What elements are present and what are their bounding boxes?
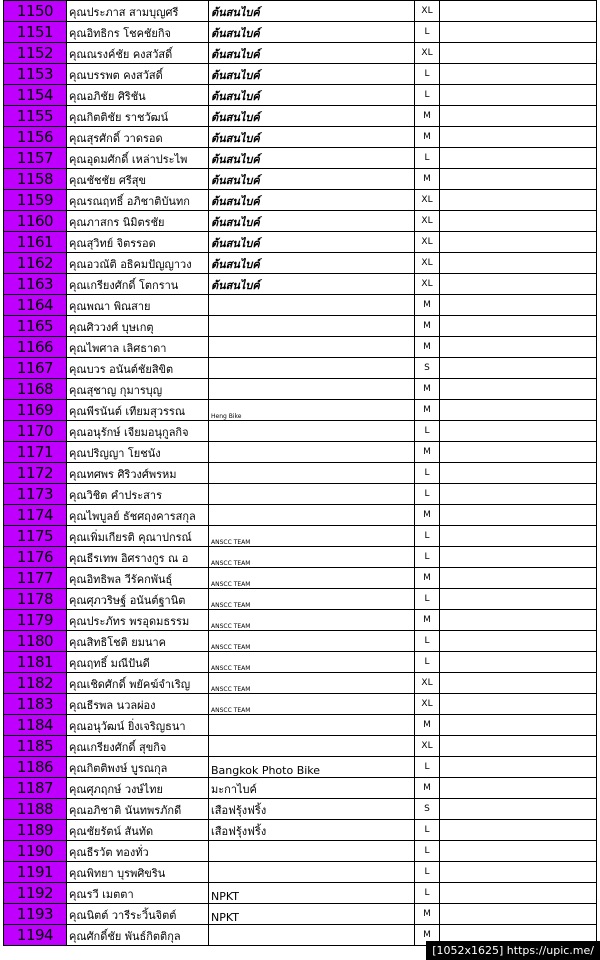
shirt-size-cell: L (415, 820, 440, 841)
shirt-size-cell: L (415, 526, 440, 547)
rider-name-cell: คุณทศพร ศิริวงศ์พรหม (67, 463, 209, 484)
rider-name-cell: คุณศักดิ์ชัย พันธ์กิตติกุล (67, 925, 209, 946)
team-cell: เสือฟรุ้งฟริ้ง (209, 799, 415, 820)
shirt-size-cell: XL (415, 253, 440, 274)
team-cell (209, 715, 415, 736)
rider-name-cell: คุณพีรนันต์ เทียมสุวรรณ (67, 400, 209, 421)
rider-name-cell: คุณภาสกร นิมิตรชัย (67, 211, 209, 232)
rider-number-cell: 1160 (4, 211, 67, 232)
rider-number-cell: 1193 (4, 904, 67, 925)
table-row (4, 820, 597, 841)
shirt-size-cell: M (415, 505, 440, 526)
rider-number-cell: 1155 (4, 106, 67, 127)
table-row (4, 631, 597, 652)
rider-number-cell: 1168 (4, 379, 67, 400)
table-row (4, 610, 597, 631)
team-cell: ANSCC TEAM (209, 547, 415, 568)
shirt-size-cell: L (415, 757, 440, 778)
rider-number-cell: 1175 (4, 526, 67, 547)
rider-number-cell: 1190 (4, 841, 67, 862)
empty-cell (440, 316, 597, 337)
shirt-size-cell: L (415, 22, 440, 43)
rider-name-cell: คุณศุภวริษฐ์ อนันต์ฐานิต (67, 589, 209, 610)
empty-cell (440, 22, 597, 43)
table-row (4, 148, 597, 169)
empty-cell (440, 253, 597, 274)
rider-name-cell: คุณเชิดศักดิ์ พยัคฆ์จำเริญ (67, 673, 209, 694)
table-row (4, 85, 597, 106)
rider-name-cell: คุณบรรพต คงสวัสดิ์ (67, 64, 209, 85)
shirt-size-cell: XL (415, 1, 440, 22)
team-cell: ต้นสนไบค์ (209, 43, 415, 64)
table-row (4, 1, 597, 22)
table-row (4, 232, 597, 253)
table-body (4, 1, 597, 946)
shirt-size-cell: M (415, 316, 440, 337)
team-cell: ANSCC TEAM (209, 526, 415, 547)
team-cell (209, 463, 415, 484)
rider-number-cell: 1178 (4, 589, 67, 610)
empty-cell (440, 106, 597, 127)
rider-number-cell: 1162 (4, 253, 67, 274)
team-cell (209, 862, 415, 883)
team-cell: ต้นสนไบค์ (209, 211, 415, 232)
table-row (4, 43, 597, 64)
team-cell: ANSCC TEAM (209, 631, 415, 652)
rider-number-cell: 1163 (4, 274, 67, 295)
empty-cell (440, 442, 597, 463)
table-row (4, 778, 597, 799)
team-cell (209, 316, 415, 337)
table-row (4, 316, 597, 337)
rider-number-cell: 1159 (4, 190, 67, 211)
empty-cell (440, 43, 597, 64)
rider-number-cell: 1164 (4, 295, 67, 316)
rider-name-cell: คุณอนุรักษ์ เจียมอนุกูลกิจ (67, 421, 209, 442)
rider-number-cell: 1182 (4, 673, 67, 694)
empty-cell (440, 904, 597, 925)
table-row (4, 736, 597, 757)
rider-name-cell: คุณอุดมศักดิ์ เหล่าประไพ (67, 148, 209, 169)
rider-number-cell: 1191 (4, 862, 67, 883)
rider-name-cell: คุณพิทยา บุรพศิขริน (67, 862, 209, 883)
rider-name-cell: คุณรณฤทธิ์ อภิชาติบันทก (67, 190, 209, 211)
table-row (4, 568, 597, 589)
table-row (4, 463, 597, 484)
empty-cell (440, 211, 597, 232)
team-cell: ANSCC TEAM (209, 673, 415, 694)
shirt-size-cell: L (415, 631, 440, 652)
team-cell: ต้นสนไบค์ (209, 148, 415, 169)
team-cell: ต้นสนไบค์ (209, 64, 415, 85)
shirt-size-cell: XL (415, 190, 440, 211)
empty-cell (440, 232, 597, 253)
shirt-size-cell: M (415, 925, 440, 946)
rider-number-cell: 1171 (4, 442, 67, 463)
rider-number-cell: 1173 (4, 484, 67, 505)
empty-cell (440, 190, 597, 211)
shirt-size-cell: L (415, 862, 440, 883)
rider-name-cell: คุณกิตติพงษ์ บูรณกุล (67, 757, 209, 778)
shirt-size-cell: XL (415, 43, 440, 64)
rider-name-cell: คุณสุชาญ กุมารบุญ (67, 379, 209, 400)
shirt-size-cell: L (415, 463, 440, 484)
rider-number-cell: 1172 (4, 463, 67, 484)
empty-cell (440, 757, 597, 778)
table-row (4, 694, 597, 715)
rider-name-cell: คุณสิทธิโชติ ยมนาค (67, 631, 209, 652)
rider-number-cell: 1176 (4, 547, 67, 568)
rider-number-cell: 1170 (4, 421, 67, 442)
empty-cell (440, 421, 597, 442)
table-row (4, 274, 597, 295)
shirt-size-cell: M (415, 337, 440, 358)
rider-number-cell: 1184 (4, 715, 67, 736)
rider-number-cell: 1188 (4, 799, 67, 820)
rider-name-cell: คุณสุรศักดิ์ วาดรอด (67, 127, 209, 148)
shirt-size-cell: M (415, 610, 440, 631)
rider-name-cell: คุณอนุวัฒน์ ยิ่งเจริญธนา (67, 715, 209, 736)
empty-cell (440, 505, 597, 526)
team-cell: ANSCC TEAM (209, 652, 415, 673)
rider-number-cell: 1194 (4, 925, 67, 946)
team-cell (209, 505, 415, 526)
empty-cell (440, 673, 597, 694)
rider-number-cell: 1185 (4, 736, 67, 757)
shirt-size-cell: L (415, 652, 440, 673)
rider-name-cell: คุณพณา พิณสาย (67, 295, 209, 316)
table-row (4, 505, 597, 526)
rider-number-cell: 1151 (4, 22, 67, 43)
rider-name-cell: คุณอภิชาติ นันทพรภักดี (67, 799, 209, 820)
rider-name-cell: คุณอภิชัย ศิริชัน (67, 85, 209, 106)
empty-cell (440, 568, 597, 589)
table-row (4, 904, 597, 925)
shirt-size-cell: L (415, 148, 440, 169)
table-row (4, 400, 597, 421)
empty-cell (440, 337, 597, 358)
table-row (4, 652, 597, 673)
team-cell: ต้นสนไบค์ (209, 169, 415, 190)
shirt-size-cell: M (415, 127, 440, 148)
table-row (4, 22, 597, 43)
team-cell: ต้นสนไบค์ (209, 232, 415, 253)
rider-number-cell: 1157 (4, 148, 67, 169)
table-row (4, 337, 597, 358)
rider-number-cell: 1150 (4, 1, 67, 22)
team-cell: เสือฟรุ้งฟริ้ง (209, 820, 415, 841)
empty-cell (440, 778, 597, 799)
table-row (4, 484, 597, 505)
team-cell (209, 484, 415, 505)
rider-name-cell: คุณอวณัติ อธิคมปัญญาวง (67, 253, 209, 274)
rider-name-cell: คุณรวี เมตตา (67, 883, 209, 904)
rider-number-cell: 1166 (4, 337, 67, 358)
rider-name-cell: คุณนิตต์ วารีระวิ้นจิตต์ (67, 904, 209, 925)
shirt-size-cell: L (415, 589, 440, 610)
empty-cell (440, 274, 597, 295)
table-row (4, 799, 597, 820)
team-cell: มะกาไบค์ (209, 778, 415, 799)
table-row (4, 673, 597, 694)
rider-number-cell: 1189 (4, 820, 67, 841)
empty-cell (440, 799, 597, 820)
rider-name-cell: คุณเพิ่มเกียรติ คุณาปกรณ์ (67, 526, 209, 547)
rider-number-cell: 1187 (4, 778, 67, 799)
rider-name-cell: คุณไพศาล เลิศธาดา (67, 337, 209, 358)
shirt-size-cell: M (415, 715, 440, 736)
table-row (4, 106, 597, 127)
table-row (4, 295, 597, 316)
table-row (4, 127, 597, 148)
rider-name-cell: คุณธีรวัต ทองทั่ว (67, 841, 209, 862)
empty-cell (440, 484, 597, 505)
team-cell: ANSCC TEAM (209, 610, 415, 631)
shirt-size-cell: S (415, 799, 440, 820)
shirt-size-cell: XL (415, 736, 440, 757)
empty-cell (440, 631, 597, 652)
empty-cell (440, 64, 597, 85)
table-row (4, 358, 597, 379)
shirt-size-cell: L (415, 883, 440, 904)
rider-name-cell: คุณกิตติชัย ราชวัฒน์ (67, 106, 209, 127)
rider-number-cell: 1181 (4, 652, 67, 673)
rider-number-cell: 1174 (4, 505, 67, 526)
shirt-size-cell: L (415, 421, 440, 442)
rider-name-cell: คุณปริญญา โยชนัง (67, 442, 209, 463)
rider-name-cell: คุณณรงค์ชัย คงสวัสดิ์ (67, 43, 209, 64)
table-row (4, 190, 597, 211)
shirt-size-cell: M (415, 442, 440, 463)
shirt-size-cell: S (415, 358, 440, 379)
shirt-size-cell: XL (415, 211, 440, 232)
rider-number-cell: 1183 (4, 694, 67, 715)
rider-number-cell: 1158 (4, 169, 67, 190)
empty-cell (440, 400, 597, 421)
empty-cell (440, 610, 597, 631)
rider-name-cell: คุณไพบูลย์ ธัชศฤงคารสกุล (67, 505, 209, 526)
rider-number-cell: 1169 (4, 400, 67, 421)
rider-number-cell: 1152 (4, 43, 67, 64)
table-row (4, 841, 597, 862)
empty-cell (440, 295, 597, 316)
team-cell (209, 925, 415, 946)
team-cell (209, 295, 415, 316)
rider-name-cell: คุณสุวิทย์ จิตรรอด (67, 232, 209, 253)
shirt-size-cell: M (415, 400, 440, 421)
team-cell: Heng Bike (209, 400, 415, 421)
shirt-size-cell: L (415, 484, 440, 505)
team-cell (209, 358, 415, 379)
rider-name-cell: คุณศุภฤกษ์ วงษ์ไทย (67, 778, 209, 799)
empty-cell (440, 820, 597, 841)
rider-number-cell: 1161 (4, 232, 67, 253)
empty-cell (440, 379, 597, 400)
table-row (4, 862, 597, 883)
team-cell (209, 421, 415, 442)
rider-number-cell: 1192 (4, 883, 67, 904)
table-row (4, 64, 597, 85)
shirt-size-cell: M (415, 106, 440, 127)
empty-cell (440, 85, 597, 106)
empty-cell (440, 148, 597, 169)
team-cell: ต้นสนไบค์ (209, 85, 415, 106)
empty-cell (440, 358, 597, 379)
table-row (4, 169, 597, 190)
rider-name-cell: คุณชัชชัย ศรีสุข (67, 169, 209, 190)
team-cell: ต้นสนไบค์ (209, 106, 415, 127)
shirt-size-cell: M (415, 568, 440, 589)
rider-number-cell: 1156 (4, 127, 67, 148)
rider-number-cell: 1167 (4, 358, 67, 379)
rider-name-cell: คุณชัยรัตน์ สันทัด (67, 820, 209, 841)
rider-name-cell: คุณเกรียงศักดิ์ สุขกิจ (67, 736, 209, 757)
empty-cell (440, 526, 597, 547)
empty-cell (440, 589, 597, 610)
shirt-size-cell: XL (415, 694, 440, 715)
shirt-size-cell: L (415, 85, 440, 106)
rider-number-cell: 1186 (4, 757, 67, 778)
table-row (4, 421, 597, 442)
shirt-size-cell: XL (415, 232, 440, 253)
table-row (4, 526, 597, 547)
rider-name-cell: คุณศิววงศ์ บุษเกตุ (67, 316, 209, 337)
rider-name-cell: คุณประภาส สามบุญศรี (67, 1, 209, 22)
rider-name-cell: คุณธีรเทพ อิศรางกูร ณ อ (67, 547, 209, 568)
table-row (4, 883, 597, 904)
empty-cell (440, 169, 597, 190)
table-row (4, 379, 597, 400)
rider-number-cell: 1154 (4, 85, 67, 106)
rider-name-cell: คุณธีรพล นวลผ่อง (67, 694, 209, 715)
table-row (4, 253, 597, 274)
shirt-size-cell: M (415, 778, 440, 799)
table-row (4, 715, 597, 736)
shirt-size-cell: M (415, 295, 440, 316)
team-cell (209, 736, 415, 757)
shirt-size-cell: M (415, 169, 440, 190)
team-cell (209, 337, 415, 358)
team-cell: Bangkok Photo Bike (209, 757, 415, 778)
table-row (4, 547, 597, 568)
empty-cell (440, 463, 597, 484)
shirt-size-cell: M (415, 379, 440, 400)
team-cell: ต้นสนไบค์ (209, 190, 415, 211)
rider-number-cell: 1177 (4, 568, 67, 589)
rider-name-cell: คุณประภัทร พรอุดมธรรม (67, 610, 209, 631)
rider-name-cell: คุณบวร อนันต์ชัยสิขิต (67, 358, 209, 379)
rider-name-cell: คุณฤทธิ์ มณีปันดี (67, 652, 209, 673)
team-cell: ต้นสนไบค์ (209, 1, 415, 22)
table-row (4, 757, 597, 778)
shirt-size-cell: M (415, 904, 440, 925)
empty-cell (440, 127, 597, 148)
team-cell: ต้นสนไบค์ (209, 127, 415, 148)
team-cell: ต้นสนไบค์ (209, 253, 415, 274)
team-cell: ANSCC TEAM (209, 694, 415, 715)
rider-number-cell: 1179 (4, 610, 67, 631)
shirt-size-cell: XL (415, 274, 440, 295)
table-row (4, 442, 597, 463)
empty-cell (440, 547, 597, 568)
shirt-size-cell: L (415, 841, 440, 862)
empty-cell (440, 694, 597, 715)
shirt-size-cell: L (415, 547, 440, 568)
team-cell: NPKT (209, 883, 415, 904)
watermark: [1052x1625] https://upic.me/ (426, 941, 600, 960)
team-cell: ต้นสนไบค์ (209, 274, 415, 295)
team-cell: ANSCC TEAM (209, 589, 415, 610)
team-cell: ต้นสนไบค์ (209, 22, 415, 43)
empty-cell (440, 736, 597, 757)
table-row (4, 211, 597, 232)
rider-name-cell: คุณวิชิต คำประสาร (67, 484, 209, 505)
team-cell (209, 442, 415, 463)
empty-cell (440, 652, 597, 673)
empty-cell (440, 715, 597, 736)
team-cell: NPKT (209, 904, 415, 925)
empty-cell (440, 841, 597, 862)
rider-name-cell: คุณอิทธิพล วีรัคกพันธุ์ (67, 568, 209, 589)
empty-cell (440, 862, 597, 883)
empty-cell (440, 883, 597, 904)
team-cell: ANSCC TEAM (209, 568, 415, 589)
rider-name-cell: คุณอิทธิกร โชคชัยกิจ (67, 22, 209, 43)
rider-name-cell: คุณเกรียงศักดิ์ โตกราน (67, 274, 209, 295)
empty-cell (440, 1, 597, 22)
shirt-size-cell: XL (415, 673, 440, 694)
rider-number-cell: 1180 (4, 631, 67, 652)
registration-table (3, 0, 597, 946)
team-cell (209, 379, 415, 400)
table-row (4, 589, 597, 610)
rider-number-cell: 1153 (4, 64, 67, 85)
rider-number-cell: 1165 (4, 316, 67, 337)
shirt-size-cell: L (415, 64, 440, 85)
team-cell (209, 841, 415, 862)
